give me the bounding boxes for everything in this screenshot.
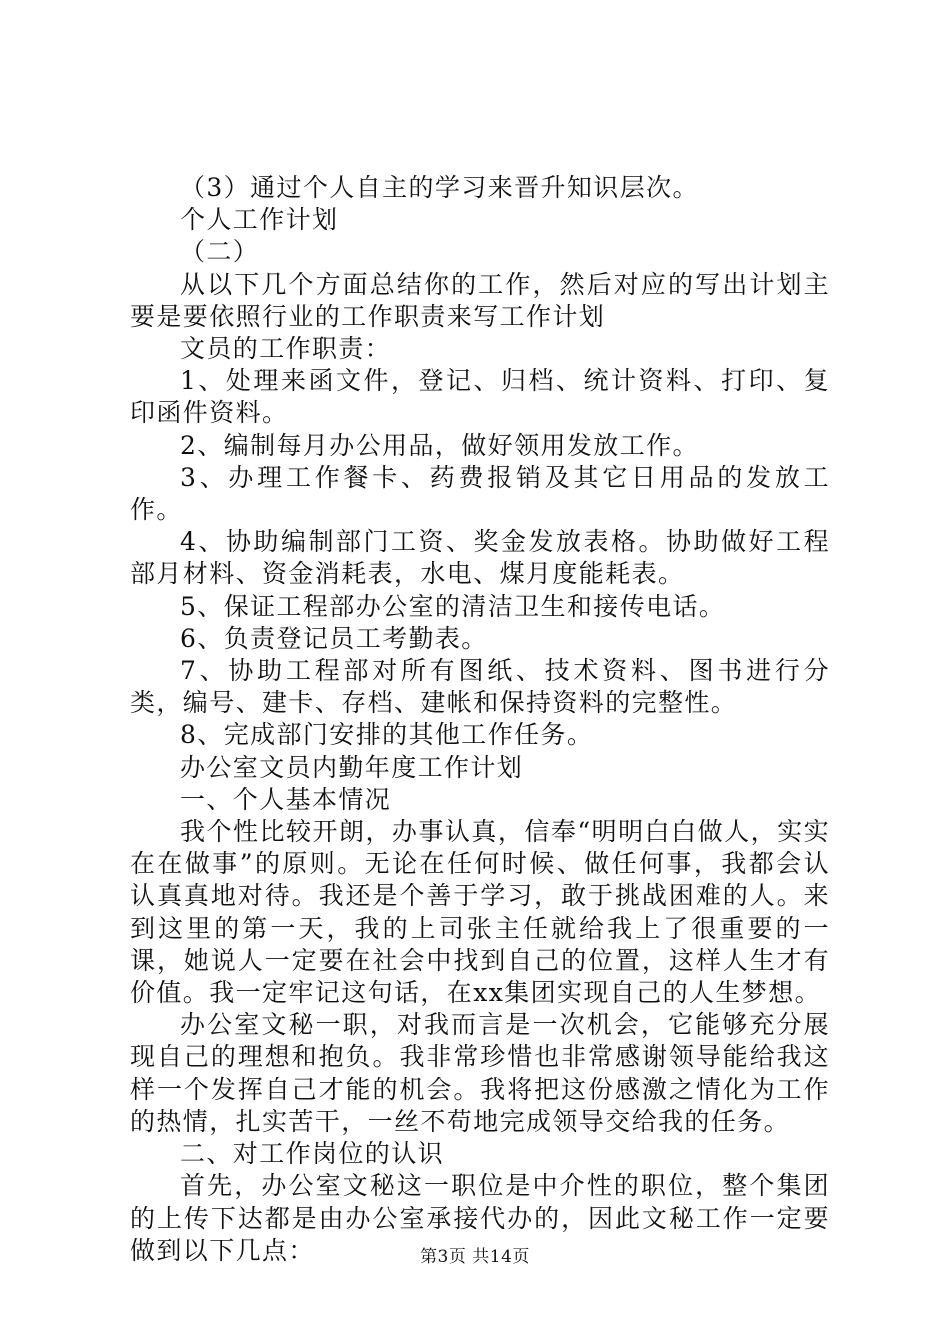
list-item-duty-4: 4、协助编制部门工资、奖金发放表格。协助做好工程部月材料、资金消耗表，水电、煤月度能耗表。 <box>130 527 830 589</box>
document-body <box>130 172 830 1267</box>
heading-part-two: （二） <box>180 237 260 267</box>
list-item-duty-1: 1、处理来函文件，登记、归档、统计资料、打印、复印函件资料。 <box>130 366 830 428</box>
paragraph-opportunity: 办公室文秘一职，对我而言是一次机会，它能够充分展现自己的理想和抱负。我非常珍惜也非常感谢领导能给我这样一个发挥自己才能的机会。我将把这份感激之情化为工作的热情，扎实苦干，一丝不苟地完成领导交给我的任务。 <box>130 1010 830 1136</box>
list-item-duty-6: 6、负责登记员工考勤表。 <box>180 623 488 653</box>
paragraph-personality: 我个性比较开朗，办事认真，信奉“明明白白做人，实实在在做事”的原则。无论在任何时候、做任何事，我都会认认真真地对待。我还是个善于学习，敢于挑战困难的人。来到这里的第一天，我的上司张主任就给我上了很重要的一课，她说人一定要在社会中找到自己的位置，这样人生才有价值。我一定牢记这句话，在xx集团实现自己的人生梦想。 <box>130 817 830 1008</box>
heading-clerk-duties: 文员的工作职责： <box>180 334 392 364</box>
paragraph-self-study: （3）通过个人自主的学习来晋升知识层次。 <box>180 173 699 202</box>
list-item-duty-2: 2、编制每月办公用品，做好领用发放工作。 <box>180 430 699 460</box>
page-number-footer: 第3页 共14页 <box>420 1247 530 1267</box>
paragraph-role-understanding: 首先，办公室文秘这一职位是中介性的职位，整个集团的上传下达都是由办公室承接代办的，因此文秘工作一定要做到以下几点： <box>130 1171 830 1265</box>
heading-section-one: 一、个人基本情况 <box>180 784 392 814</box>
list-item-duty-7: 7、协助工程部对所有图纸、技术资料、图书进行分类，编号、建卡、存档、建帐和保持资料的完整性。 <box>130 656 830 718</box>
paragraph-summary-intro: 从以下几个方面总结你的工作，然后对应的写出计划主要是要依照行业的工作职责来写工作计划 <box>130 269 830 331</box>
list-item-duty-8: 8、完成部门安排的其他工作任务。 <box>180 720 594 750</box>
list-item-duty-5: 5、保证工程部办公室的清洁卫生和接传电话。 <box>180 591 726 621</box>
heading-personal-work-plan: 个人工作计划 <box>180 205 339 235</box>
heading-section-two: 二、对工作岗位的认识 <box>180 1139 445 1169</box>
list-item-duty-3: 3、办理工作餐卡、药费报销及其它日用品的发放工作。 <box>130 462 830 525</box>
heading-annual-plan: 办公室文员内勤年度工作计划 <box>180 752 524 782</box>
